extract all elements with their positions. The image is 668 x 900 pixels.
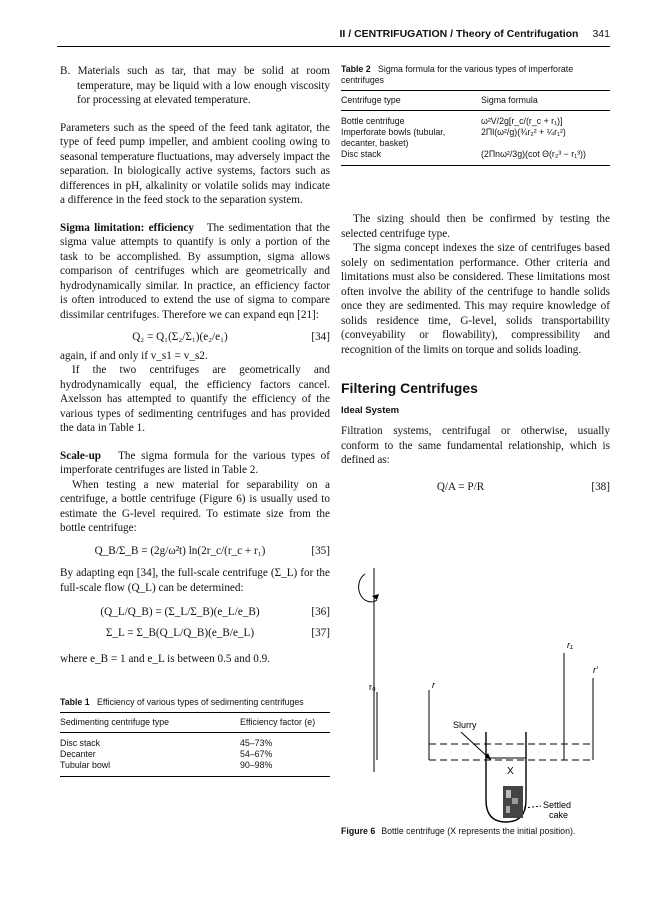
section-heading: Filtering Centrifuges bbox=[341, 380, 478, 396]
run-in-head-scale-up: Scale-up bbox=[60, 449, 102, 462]
label-slurry: Slurry bbox=[453, 720, 477, 730]
table-1-label: Table 1 bbox=[60, 696, 90, 707]
table-1-header-row bbox=[60, 713, 330, 732]
table-cell: Tubular bowl bbox=[60, 759, 111, 770]
table-cell: 90–98% bbox=[240, 759, 273, 770]
table-1-header-type: Sedimenting centrifuge type bbox=[60, 716, 170, 727]
table-cell: Disc stack bbox=[60, 737, 101, 748]
equation-35 bbox=[60, 544, 330, 559]
running-header bbox=[340, 28, 611, 40]
table-2-header-type: Centrifuge type bbox=[341, 95, 401, 105]
paragraph-scale-up bbox=[60, 449, 330, 478]
table-row bbox=[341, 127, 610, 149]
table-cell: 2Πl(ω²/g)(¾r₂² + ¼r₁²) bbox=[481, 127, 566, 137]
equation-35-expr: Q_B/Σ_B = (2g/ω²t) ln(2r_c/(r_c + r₁) bbox=[94, 544, 266, 557]
table-row bbox=[60, 738, 330, 749]
sigma-limitation-text: The sedimentation that the sigma value attempts to quantify is only a portion of the task to be accomplished. By assumption, sigma allows comparison of centrifuges which are geometrically and hydrodynamically similar. In practice, an efficiency factor is often introduced to extend the use of sigma to compare dissimilar centrifuges. Therefore we can expand eqn [21]: bbox=[60, 221, 330, 321]
table-cell: Bottle centrifuge bbox=[341, 116, 405, 126]
label-settled: Settled bbox=[543, 800, 572, 810]
table-2-header-row bbox=[341, 91, 610, 110]
table-cell: (2Πnω²/3g)(cot Θ(r₂³ − r₁³)) bbox=[481, 149, 586, 159]
equation-38-expr: Q/A = P/R bbox=[436, 480, 485, 493]
table-cell: ω²V/2g[r_c/(r_c + r₁)] bbox=[481, 116, 563, 126]
label-x: X bbox=[507, 766, 514, 777]
cake-pointer bbox=[524, 806, 541, 808]
equation-36 bbox=[60, 605, 330, 620]
paragraph-adapting: By adapting eqn [34], the full-scale centrifuge (Σ_L) for the full-scale flow (Q_L) can be determined: bbox=[60, 567, 330, 594]
table-1-caption-text: Efficiency of various types of sedimenting centrifuges bbox=[97, 696, 304, 707]
paragraph-again: again, if and only if v_s1 = v_s2. bbox=[60, 349, 208, 362]
cake-light-3 bbox=[506, 806, 510, 813]
run-in-head-sigma: Sigma limitation: efficiency bbox=[60, 221, 194, 234]
paragraph-sigma-limitation bbox=[60, 221, 330, 323]
equation-34-expr: Q₂ = Q₁(Σ₂/Σ₁)(e₂/e₁) bbox=[132, 331, 228, 343]
label-r: r bbox=[432, 680, 435, 690]
table-2-header-formula: Sigma formula bbox=[481, 95, 538, 105]
figure-6-caption bbox=[341, 826, 611, 836]
table-cell: Decanter bbox=[60, 748, 96, 759]
table-2-caption-text: Sigma formula for the various types of imperforate centrifuges bbox=[341, 64, 574, 85]
table-2-caption bbox=[341, 64, 610, 86]
left-column bbox=[60, 64, 330, 777]
table-cell: 54–67% bbox=[240, 748, 273, 759]
scale-up-text: The sigma formula for the various types of imperforate centrifuges are listed in Table 2. bbox=[60, 449, 330, 476]
rotation-arrowhead bbox=[372, 594, 379, 600]
table-1-caption bbox=[60, 697, 330, 708]
table-2-label: Table 2 bbox=[341, 64, 371, 74]
table-row bbox=[60, 760, 330, 771]
figure-6-bottle-centrifuge bbox=[341, 560, 611, 830]
list-item-b: B. Materials such as tar, that may be solid at room temperature, may be liquid with a low enough viscosity for processing at elevated temperature. bbox=[60, 65, 330, 106]
table-1-header-efficiency: Efficiency factor (e) bbox=[240, 716, 316, 727]
equation-37-expr: Σ_L = Σ_B(Q_L/Q_B)(e_B/e_L) bbox=[105, 626, 255, 639]
paragraph-sizing: The sizing should then be confirmed by testing the selected centrifuge type. bbox=[341, 213, 610, 240]
table-row bbox=[341, 116, 610, 127]
equation-36-number: [36] bbox=[311, 606, 330, 618]
table-1 bbox=[60, 697, 330, 777]
table-cell: Imperforate bowls (tubular, decanter, basket) bbox=[341, 127, 446, 148]
subsection-heading: Ideal System bbox=[341, 404, 400, 416]
cake-light-1 bbox=[506, 790, 511, 798]
table-cell: Disc stack bbox=[341, 149, 382, 159]
header-rule bbox=[57, 46, 610, 47]
equation-38 bbox=[341, 480, 610, 495]
paragraph-testing: When testing a new material for separability on a centrifuge, a bottle centrifuge (Figure 6) is usually used to estimate the G-level required. To estimate size from the bottle centrifuge: bbox=[60, 478, 330, 534]
paragraph-filtration: Filtration systems, centrifugal or otherwise, usually conform to the same fundamental relationship, which is defined as: bbox=[341, 425, 610, 466]
equation-37 bbox=[60, 626, 330, 641]
cake-light-2 bbox=[512, 798, 518, 804]
label-rprime: r′ bbox=[593, 665, 598, 675]
equation-34-number: [34] bbox=[311, 331, 330, 343]
paragraph-where: where e_B = 1 and e_L is between 0.5 and 0.9. bbox=[60, 653, 271, 665]
equation-35-number: [35] bbox=[311, 544, 330, 557]
table-row bbox=[60, 749, 330, 760]
settled-cake bbox=[503, 786, 523, 818]
table-cell: 45–73% bbox=[240, 737, 273, 748]
paragraph-sigma-concept: The sigma concept indexes the size of centrifuges based solely on sedimentation performance. Other criteria and limitations must also be considered. These limitations most often involve the ability of the centrifuge to handle solids once they are sedimented. This may require knowledge of solids residence time, G-level, solids transportability (conveyability or flowability), compressibility and recognition of the limits on torque and solids loading. bbox=[341, 242, 610, 356]
right-column bbox=[341, 64, 610, 498]
header-title: II / CENTRIFUGATION / Theory of Centrifugation bbox=[339, 28, 579, 40]
label-cake: cake bbox=[549, 810, 569, 820]
table-2 bbox=[341, 64, 610, 166]
figure-6-caption-text: Bottle centrifuge (X represents the initial position). bbox=[381, 826, 576, 836]
label-r0: r₀ bbox=[369, 682, 376, 692]
equation-38-number: [38] bbox=[591, 480, 610, 493]
table-row bbox=[341, 149, 610, 160]
figure-6-label: Figure 6 bbox=[341, 826, 376, 836]
equation-34 bbox=[60, 330, 330, 345]
paragraph-parameters: Parameters such as the speed of the feed tank agitator, the type of feed pump impeller, and ambient cooling owing to seasonal temperature fluctuations, may adversely impact the separation. In biologically active systems, factors such as differences in pH, alkalinity or volatile solids may indicate a difference in the feed stock to the separation system. bbox=[60, 121, 330, 206]
label-r1: r₁ bbox=[567, 640, 573, 650]
equation-37-number: [37] bbox=[311, 626, 330, 639]
equation-36-expr: (Q_L/Q_B) = (Σ_L/Σ_B)(e_L/e_B) bbox=[100, 606, 260, 618]
page-number: 341 bbox=[592, 28, 610, 40]
paragraph-efficiency: If the two centrifuges are geometrically and hydrodynamically equal, the efficiency factors cancel. Axelsson has attempted to quantify the efficiency of the various types of sedimenting centrifuges and has provided the data in Table 1. bbox=[60, 364, 330, 434]
